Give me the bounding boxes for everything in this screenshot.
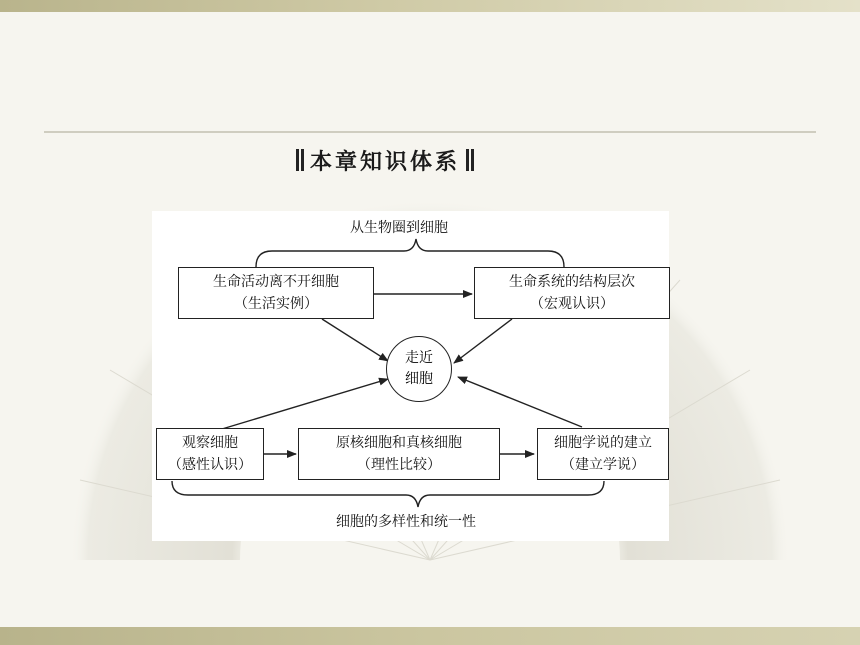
bottom-label: 细胞的多样性和统一性: [336, 514, 476, 530]
title-divider-line: [44, 131, 816, 133]
top-label: 从生物圈到细胞: [350, 220, 448, 236]
page-title: [286, 143, 484, 177]
arrow-life-system-to-center: [454, 319, 512, 363]
box-life-activity-line2: （生活实例）: [234, 296, 318, 312]
box-cell-theory: [537, 428, 669, 480]
arrow-life-activity-to-center: [322, 319, 388, 361]
box-life-activity-line1: 生命活动离不开细胞: [213, 274, 339, 290]
box-life-system-line2: （宏观认识）: [530, 296, 614, 312]
box-observe-cell-line1: 观察细胞: [182, 435, 238, 451]
title-left-bar-icon: [296, 149, 304, 171]
box-life-system-line1: 生命系统的结构层次: [509, 274, 635, 290]
center-line1: 走近: [405, 350, 433, 366]
box-life-system: [474, 267, 670, 319]
box-observe-cell: [156, 428, 264, 480]
center-node: [386, 336, 452, 402]
bottom-brace: [172, 481, 604, 507]
arrow-observe-to-center: [222, 379, 388, 429]
center-line2: 细胞: [405, 371, 433, 387]
arrow-theory-to-center: [458, 377, 582, 427]
bottom-decor-band: [0, 627, 860, 645]
box-prokaryote-line1: 原核细胞和真核细胞: [336, 435, 462, 451]
top-brace: [256, 239, 564, 267]
box-life-activity: [178, 267, 374, 319]
box-cell-theory-line1: 细胞学说的建立: [554, 435, 652, 451]
box-prokaryote-line2: （理性比较）: [357, 457, 441, 473]
page-title-text: 本章知识体系: [310, 149, 461, 175]
box-observe-cell-line2: （感性认识）: [168, 457, 252, 473]
box-prokaryote-eukaryote: [298, 428, 500, 480]
box-cell-theory-line2: （建立学说）: [561, 457, 645, 473]
knowledge-diagram: [152, 211, 669, 541]
title-right-bar-icon: [466, 149, 474, 171]
